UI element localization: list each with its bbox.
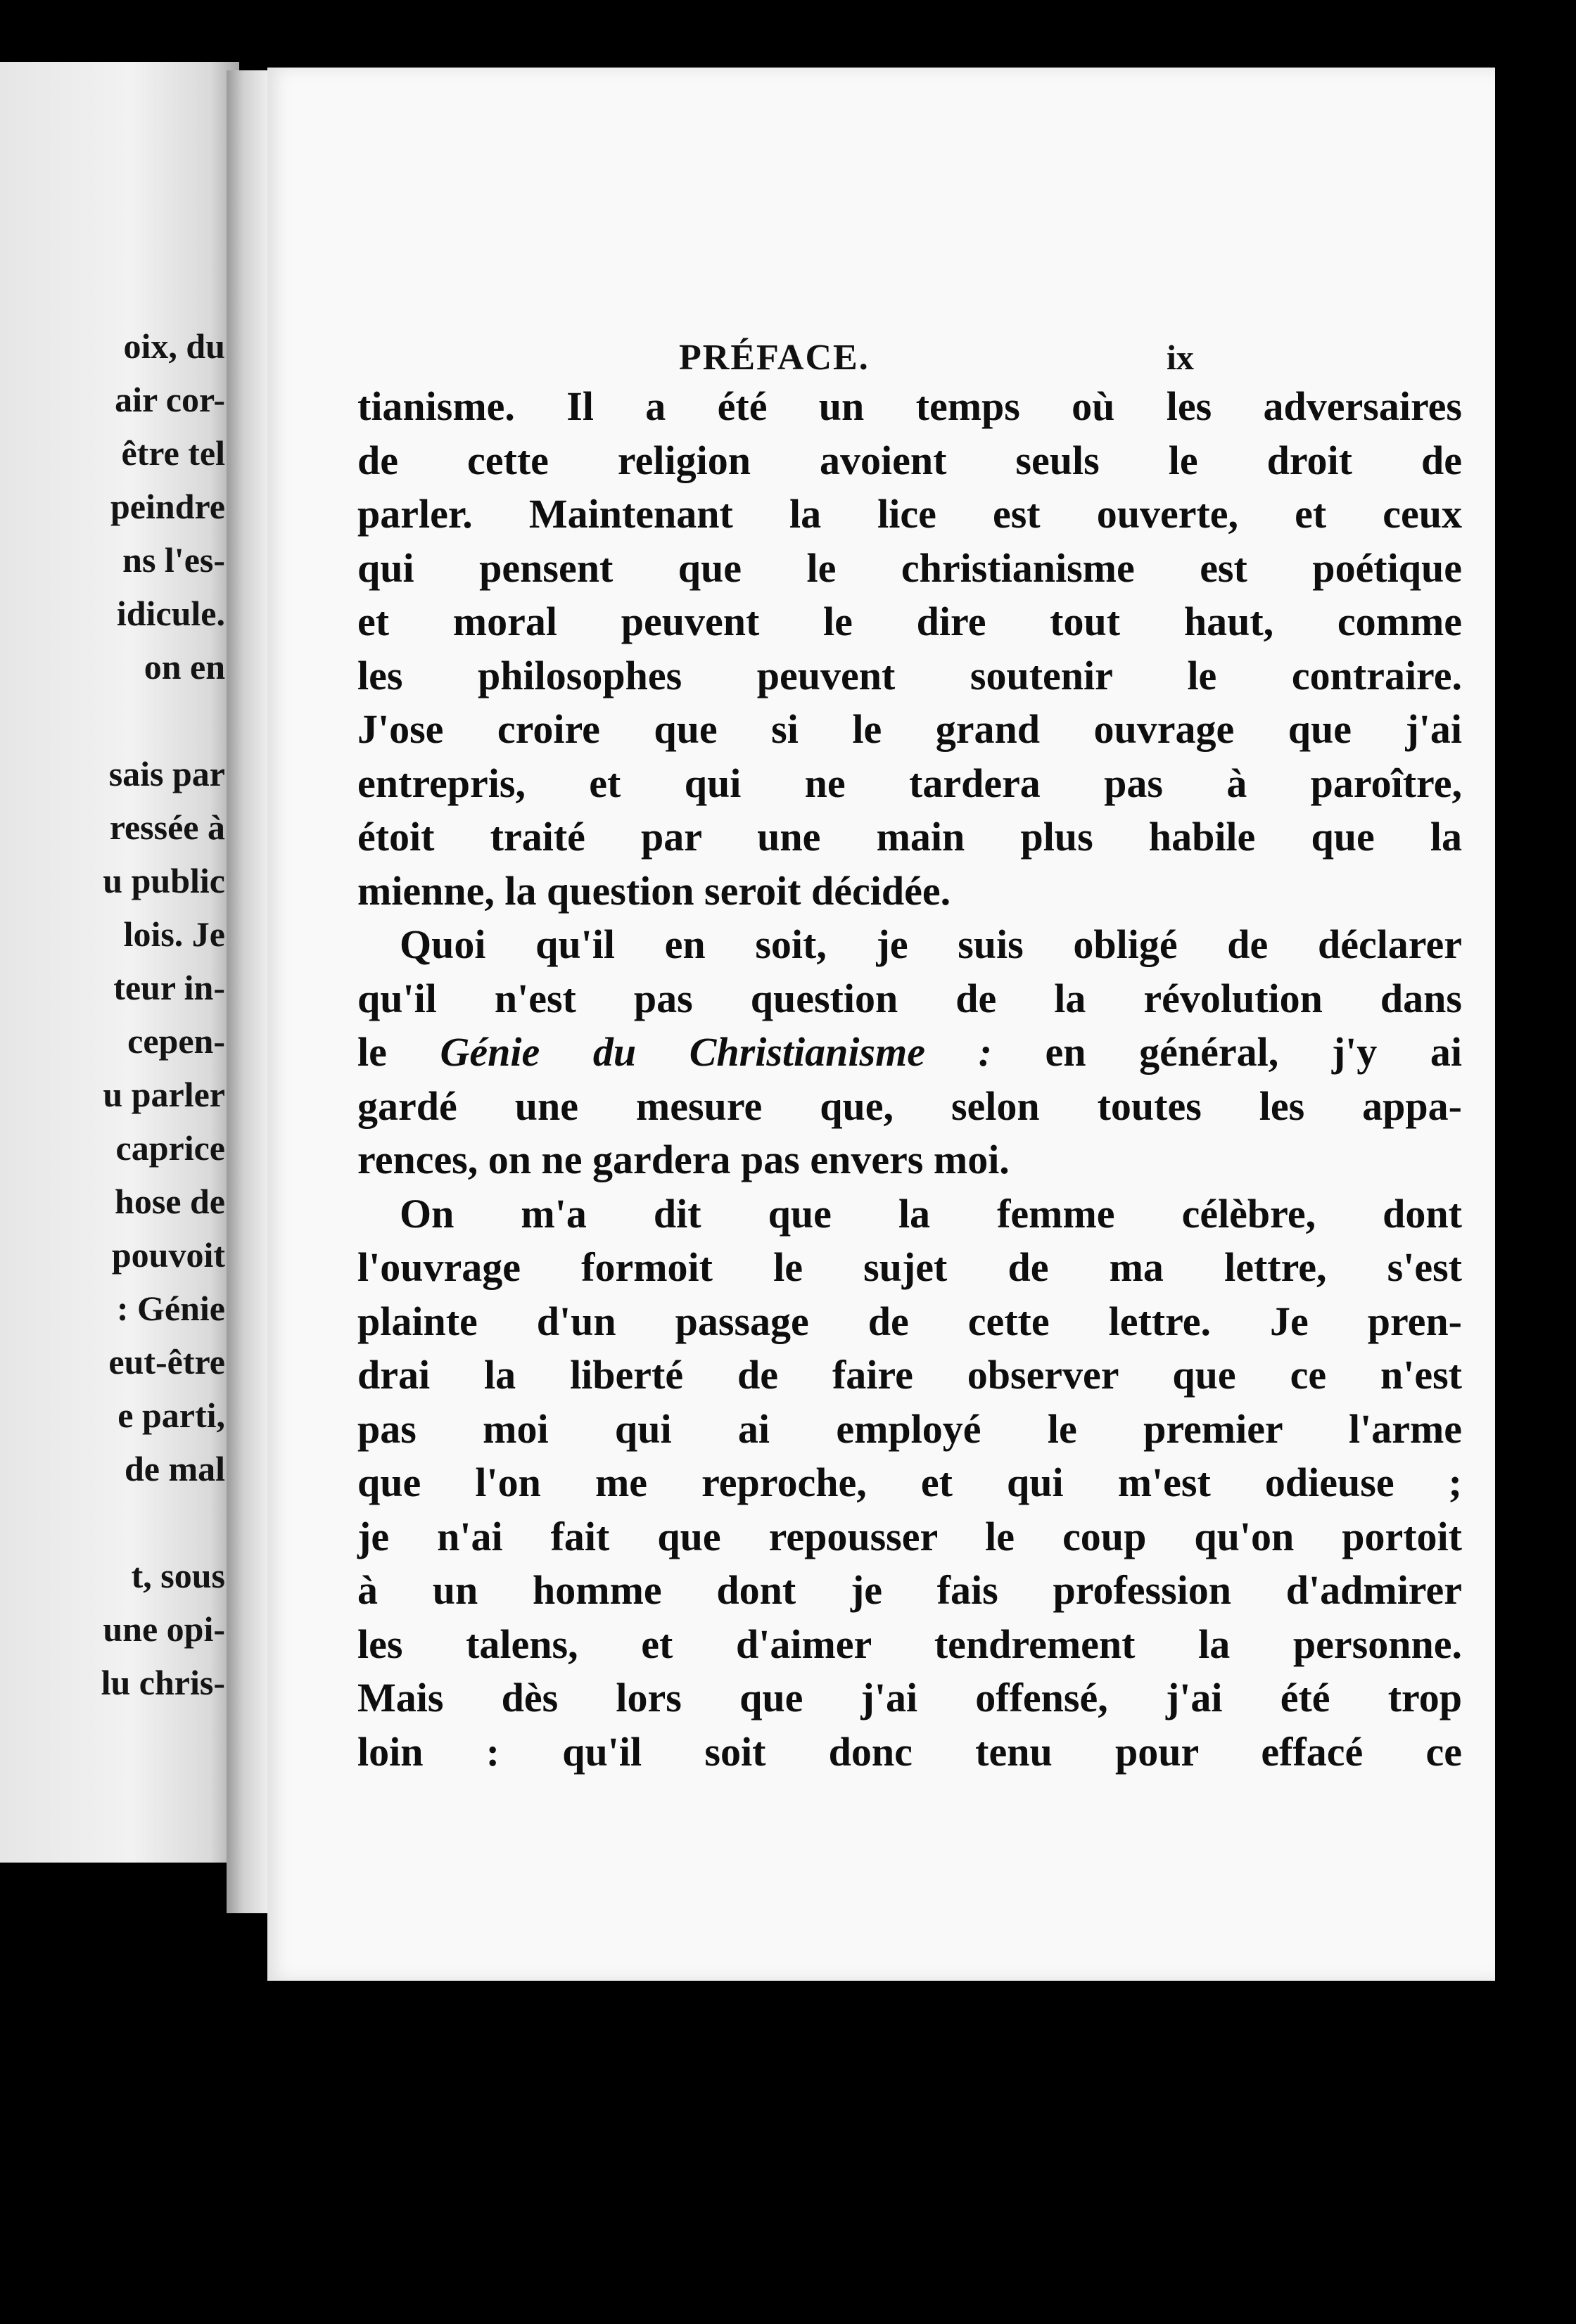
main-page (267, 68, 1495, 1981)
text-line: rences, on ne gardera pas envers moi. (357, 1137, 1010, 1182)
page-number: ix (1167, 338, 1194, 377)
text-line: et moral peuvent le dire tout haut, comme (357, 599, 1462, 644)
left-line: : Génie (116, 1289, 225, 1328)
text-line: qui pensent que le christianisme est poétique (357, 544, 1462, 591)
text-run: en général, j'y ai (991, 1029, 1463, 1075)
text-run: le (357, 1029, 440, 1075)
left-line: lois. Je (123, 914, 225, 954)
running-head: PRÉFACE. (679, 338, 870, 378)
left-page-text (0, 326, 225, 1716)
text-line: On m'a dit que la femme célèbre, dont (400, 1190, 1462, 1237)
left-line: une opi- (103, 1609, 225, 1649)
left-line: t, sous (131, 1556, 225, 1595)
left-line: teur in- (113, 968, 225, 1007)
text-line: l'ouvrage formoit le sujet de ma lettre, s'est (357, 1244, 1462, 1290)
left-line: eut-être (108, 1342, 225, 1381)
left-line: e parti, (117, 1396, 225, 1435)
left-line: air cor- (115, 380, 225, 419)
book-gutter (227, 70, 269, 1913)
text-line: à un homme dont je fais profession d'admirer (357, 1567, 1462, 1613)
text-line: Mais dès lors que j'ai offensé, j'ai été trop (357, 1675, 1462, 1720)
left-line: ressée à (109, 807, 225, 847)
text-line: drai la liberté de faire observer que ce n'est (357, 1352, 1462, 1398)
page-header (267, 337, 1495, 386)
left-line: idicule. (116, 594, 225, 633)
left-line: être tel (121, 433, 225, 473)
left-line: u public (103, 861, 225, 900)
text-line: de cette religion avoient seuls le droit de (357, 437, 1462, 483)
left-line: sais par (108, 754, 225, 793)
left-line: lu chris- (101, 1663, 225, 1702)
left-line: de mal (124, 1449, 225, 1488)
left-line: hose de (115, 1182, 225, 1221)
left-line: cepen- (127, 1021, 225, 1061)
text-line: tianisme. Il a été un temps où les adversaires (357, 383, 1462, 429)
text-line: plainte d'un passage de cette lettre. Je pren- (357, 1298, 1462, 1344)
left-line (0, 700, 225, 753)
left-line: ns l'es- (122, 540, 225, 580)
text-line: que l'on me reproche, et qui m'est odieuse ; (357, 1460, 1462, 1505)
text-line (357, 1026, 1462, 1080)
text-line: loin : qu'il soit donc tenu pour effacé ce (357, 1728, 1462, 1775)
text-line: entrepris, et qui ne tardera pas à paroître, (357, 760, 1462, 806)
text-line: étoit traité par une main plus habile que la (357, 814, 1462, 860)
text-line: qu'il n'est pas question de la révolution dans (357, 975, 1462, 1021)
text-line: J'ose croire que si le grand ouvrage que j'ai (357, 706, 1462, 752)
left-line: peindre (110, 487, 225, 526)
left-line: u parler (103, 1075, 225, 1114)
text-line: parler. Maintenant la lice est ouverte, et ceux (357, 491, 1462, 537)
left-line: on en (144, 647, 225, 687)
text-line: les talens, et d'aimer tendrement la personne. (357, 1621, 1462, 1667)
text-line: les philosophes peuvent soutenir le contraire. (357, 652, 1462, 698)
left-line: oix, du (123, 326, 225, 366)
body-text (357, 380, 1462, 1779)
left-line (0, 1502, 225, 1555)
text-line: gardé une mesure que, selon toutes les appa- (357, 1083, 1462, 1129)
left-page-fragment (0, 62, 239, 1863)
text-line: mienne, la question seroit décidée. (357, 867, 951, 914)
text-line: Quoi qu'il en soit, je suis obligé de déclarer (400, 921, 1462, 967)
text-line: je n'ai fait que repousser le coup qu'on portoit (357, 1513, 1462, 1559)
left-line: pouvoit (111, 1235, 225, 1275)
book-title-italic: Génie du Christianisme : (440, 1029, 992, 1075)
text-line: pas moi qui ai employé le premier l'arme (357, 1405, 1462, 1452)
left-line: caprice (115, 1128, 225, 1168)
